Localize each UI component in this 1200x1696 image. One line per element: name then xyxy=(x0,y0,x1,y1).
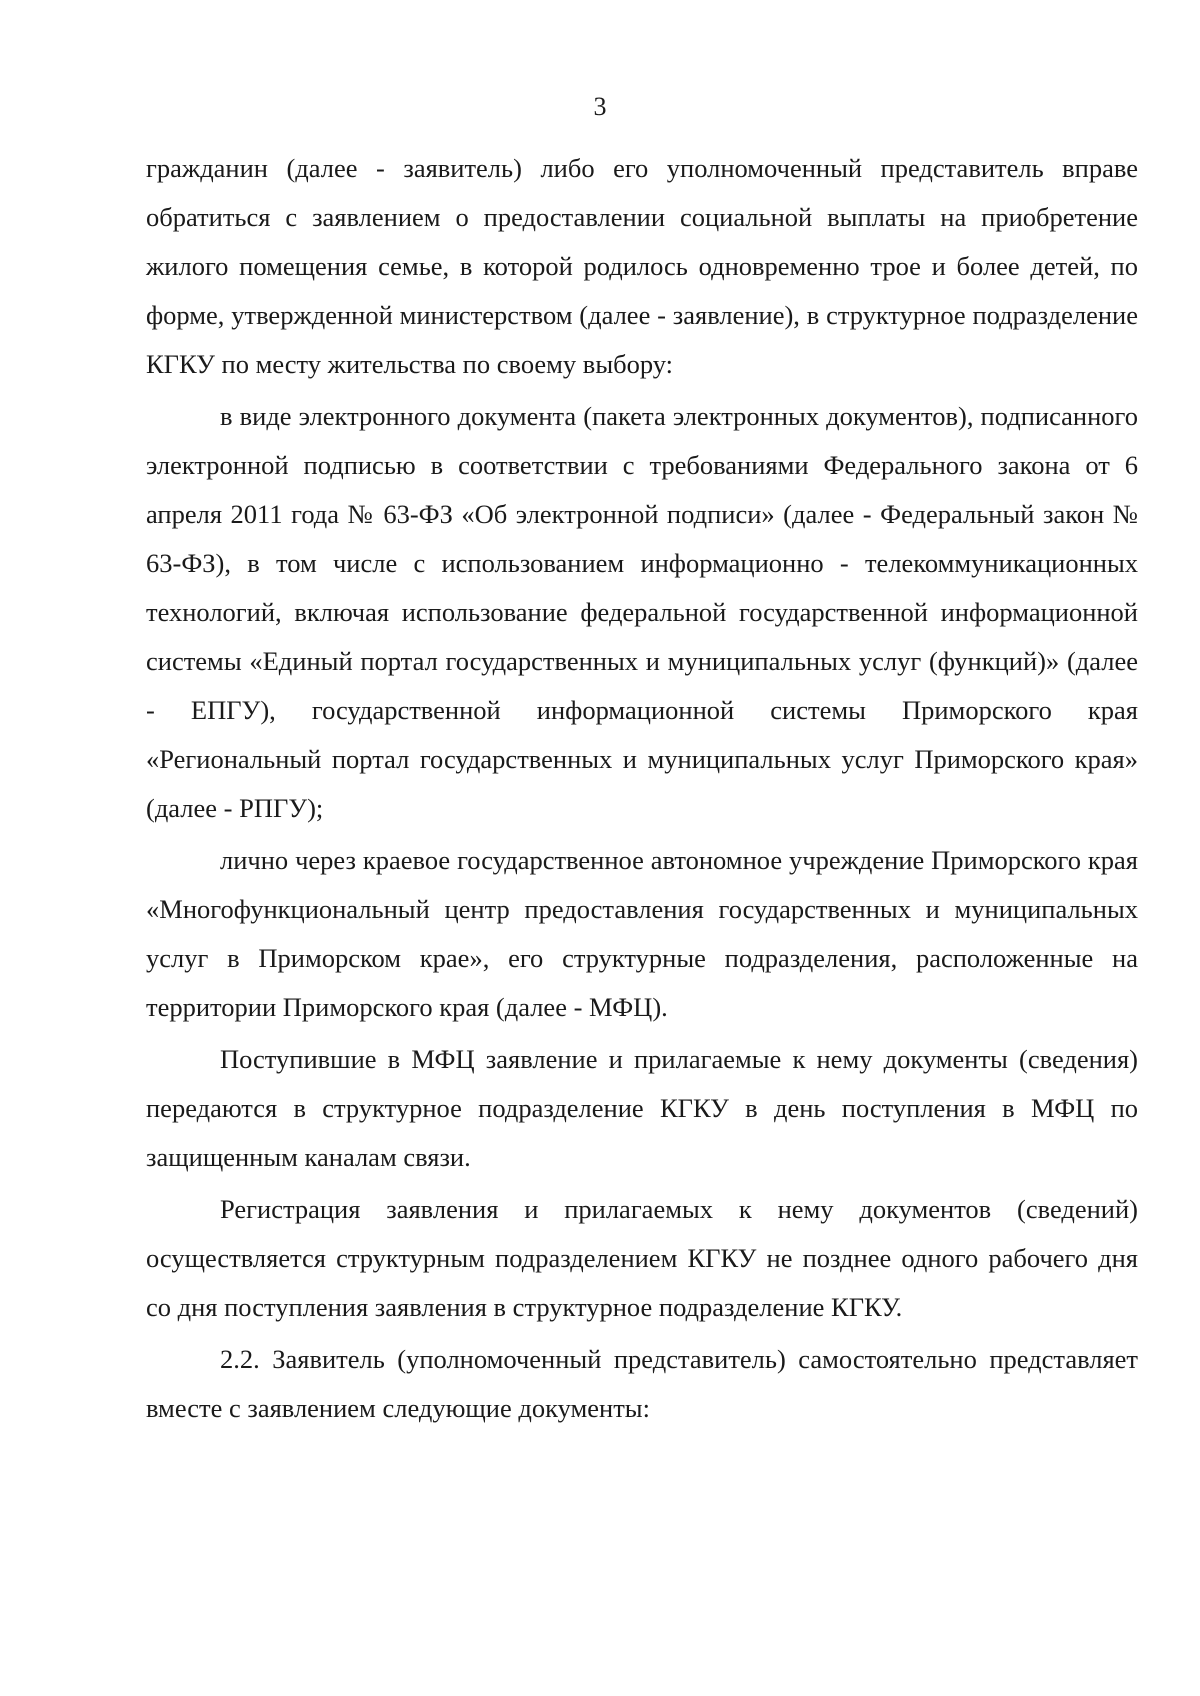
paragraph-mfc-transfer: Поступившие в МФЦ заявление и прилагаемые к нему документы (сведения) передаются в структурное подразделение КГКУ в день поступления в МФЦ по защищенным каналам связи. xyxy=(146,1044,1138,1172)
paragraph-registration: Регистрация заявления и прилагаемых к нему документов (сведений) осуществляется структурным подразделением КГКУ не позднее одного рабочего дня со дня поступления заявления в структурное подразделение КГКУ. xyxy=(146,1194,1138,1322)
paragraph-mfc-submission: лично через краевое государственное автономное учреждение Приморского края «Многофункциональный центр предоставления государственных и муниципальных услуг в Приморском крае», его структурные подразделения, расположенные на территории Приморского края (далее - МФЦ). xyxy=(146,845,1138,1022)
paragraph-section-2-2: 2.2. Заявитель (уполномоченный представитель) самостоятельно представляет вместе с заявлением следующие документы: xyxy=(146,1344,1138,1423)
page-number: 3 xyxy=(593,92,607,121)
paragraph-electronic-submission: в виде электронного документа (пакета электронных документов), подписанного электронной подписью в соответствии с требованиями Федерального закона от 6 апреля 2011 года № 63-ФЗ «Об электронной подписи» (далее - Федеральный закон № 63-ФЗ), в том числе с использованием информационно - телекоммуникационных технологий, включая использование федеральной государственной информационной системы «Единый портал государственных и муниципальных услуг (функций)» (далее - ЕПГУ), государственной информационной системы Приморского края «Региональный портал государственных и муниципальных услуг Приморского края» (далее - РПГУ); xyxy=(146,401,1138,823)
paragraph-applicant-right: гражданин (далее - заявитель) либо его уполномоченный представитель вправе обратиться с заявлением о предоставлении социальной выплаты на приобретение жилого помещения семье, в которой родилось одновременно трое и более детей, по форме, утвержденной министерством (далее - заявление), в структурное подразделение КГКУ по месту жительства по своему выбору: xyxy=(146,153,1138,379)
document-body xyxy=(146,144,1138,1433)
